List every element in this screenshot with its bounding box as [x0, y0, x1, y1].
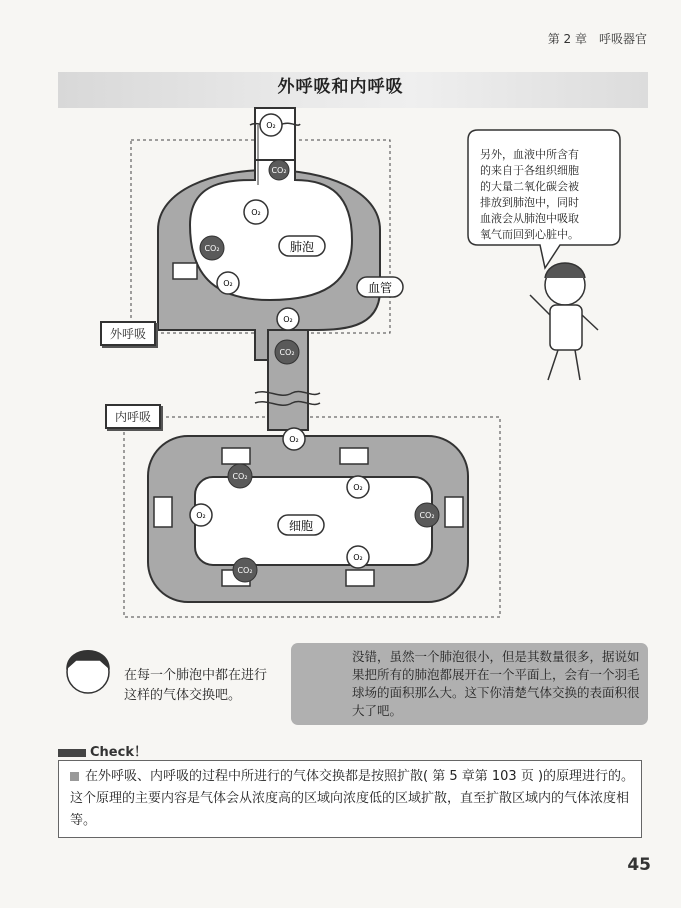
svg-text:CO₂: CO₂: [204, 244, 220, 253]
svg-text:O₂: O₂: [251, 208, 261, 217]
external-respiration-tag: 外呼吸: [100, 321, 156, 346]
page-number: 45: [627, 855, 651, 875]
doctor-figure: [530, 263, 598, 380]
svg-text:O₂: O₂: [223, 279, 233, 288]
speech-bubble-text: 另外，血液中所含有 的来自于各组织细胞 的大量二氧化碳会被 排放到肺泡中，同时 血液会从肺泡中吸取 氧气而回到心脏中。: [480, 148, 579, 241]
page-title: 外呼吸和内呼吸: [277, 77, 404, 97]
svg-text:O₂: O₂: [289, 435, 299, 444]
student-avatar: [67, 651, 109, 693]
cell-label: 细胞: [288, 519, 314, 533]
svg-text:O₂: O₂: [353, 553, 363, 562]
svg-text:O₂: O₂: [353, 483, 363, 492]
alveolus-label: 肺泡: [289, 240, 315, 254]
doctor-caption: 没错，虽然一个肺泡很小，但是其数量很多，据说如果把所有的肺泡都展开在一个平面上，会有一个羽毛球场的面积那么大。这下你清楚气体交换的表面积很大了吧。: [352, 649, 640, 718]
internal-respiration-tag: 内呼吸: [105, 404, 161, 429]
check-bar-icon: [58, 749, 86, 757]
svg-text:O₂: O₂: [196, 511, 206, 520]
check-text: 在外呼吸、内呼吸的过程中所进行的气体交换都是按照扩散( 第 5 章第 103 页 )的原理进行的。这个原理的主要内容是气体会从浓度高的区域向浓度低的区域扩散，直至扩散区域内的气体浓度相等。: [70, 769, 635, 828]
student-caption: 在每一个肺泡中都在进行这样的气体交换吧。: [124, 668, 268, 703]
blood-vessel-label: 血管: [367, 281, 393, 295]
square-bullet-icon: [70, 772, 79, 781]
svg-text:CO₂: CO₂: [232, 472, 248, 481]
svg-text:CO₂: CO₂: [419, 511, 435, 520]
check-heading: Check！: [58, 741, 147, 760]
svg-text:O₂: O₂: [283, 315, 293, 324]
svg-text:CO₂: CO₂: [279, 348, 295, 357]
o2-label: O₂: [266, 121, 276, 130]
svg-text:CO₂: CO₂: [271, 166, 287, 175]
svg-text:CO₂: CO₂: [237, 566, 253, 575]
chapter-header: 第 2 章 呼吸器官: [547, 32, 647, 46]
